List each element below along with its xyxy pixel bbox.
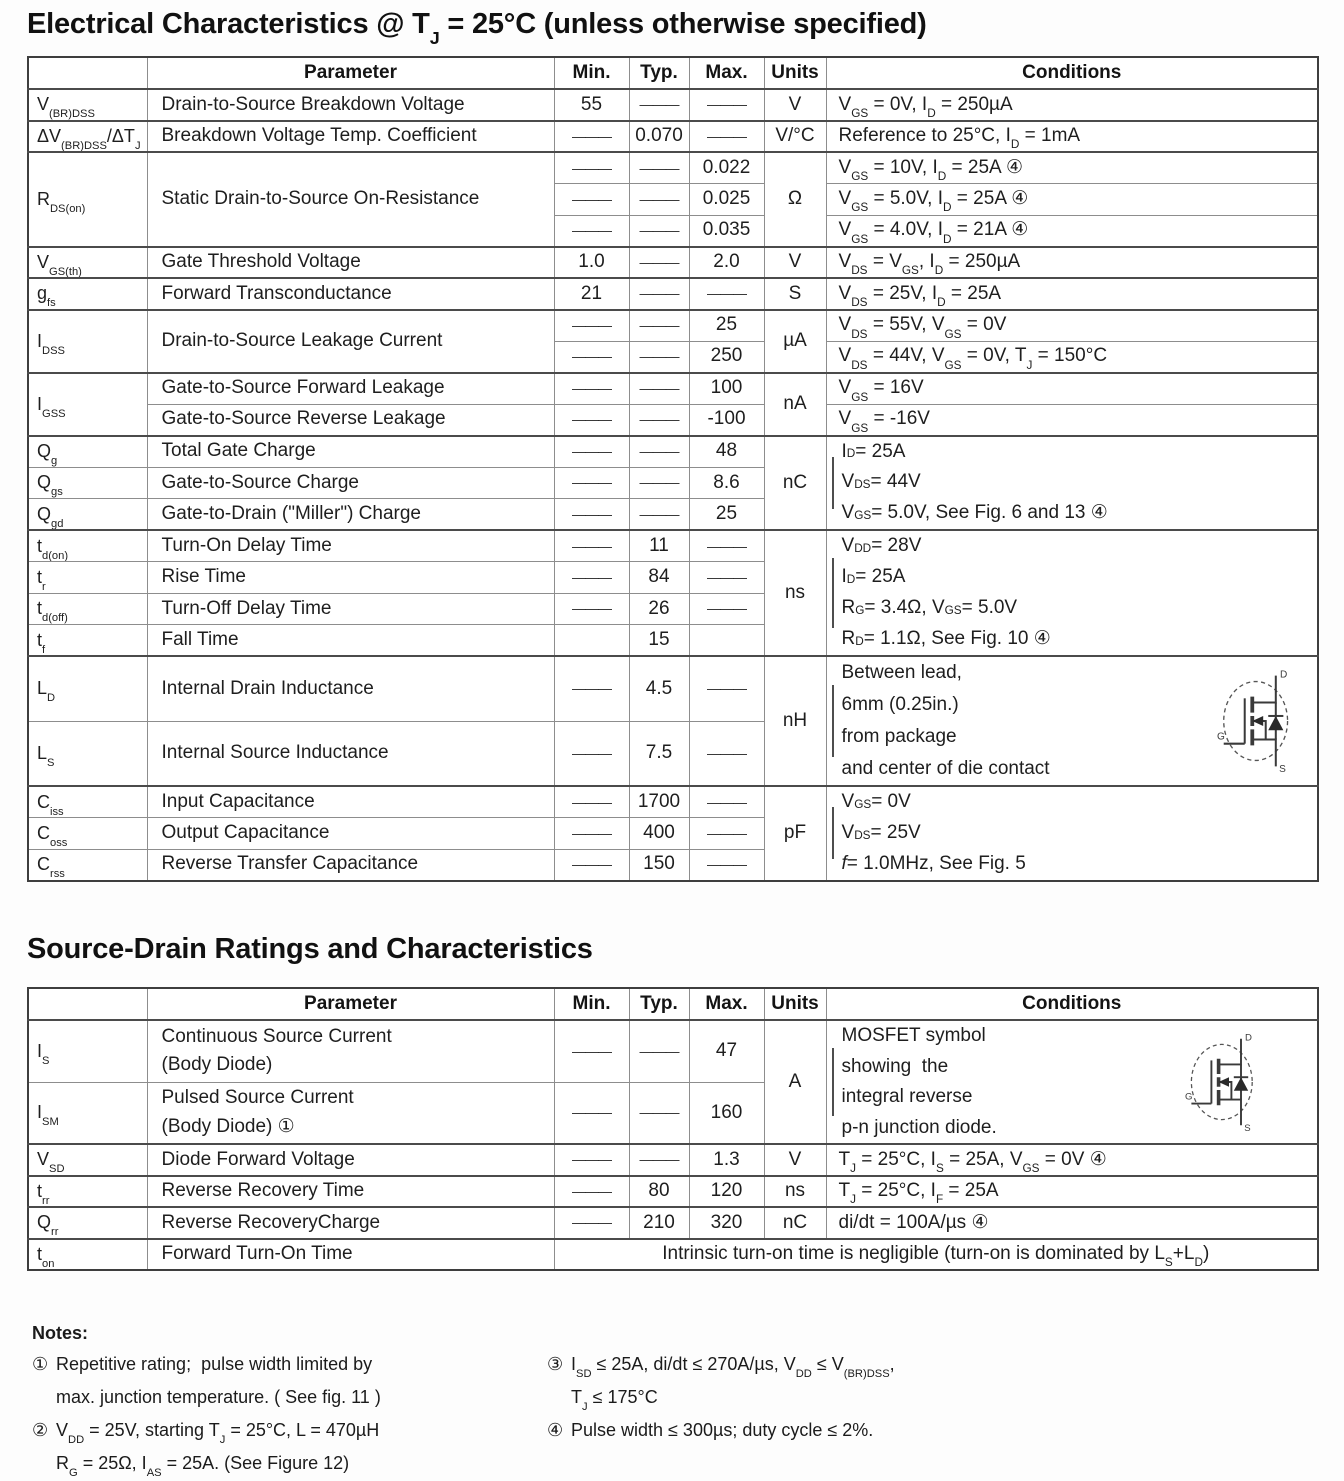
- parameter-cell: Reverse RecoveryCharge: [147, 1207, 554, 1239]
- value-cell: ———: [689, 849, 764, 881]
- value-cell: 47: [689, 1020, 764, 1082]
- parameter-cell: Rise Time: [147, 562, 554, 594]
- condition-line: Between lead,: [841, 661, 962, 683]
- symbol-cell: $L_D$: [28, 656, 147, 721]
- parameter-cell: Drain-to-Source Leakage Current: [147, 310, 554, 373]
- parameter-cell: Internal Drain Inductance: [147, 656, 554, 721]
- value-cell: 7.5: [629, 721, 689, 786]
- svg-text:G: G: [1217, 731, 1225, 743]
- col-header-typ: Typ.: [629, 57, 689, 89]
- note-item: [32, 1414, 547, 1480]
- svg-text:G: G: [1185, 1091, 1193, 1103]
- value-cell: ———: [554, 786, 629, 818]
- value-cell: 0.025: [689, 184, 764, 216]
- table-row: [28, 786, 1318, 818]
- symbol-cell: $t_f$: [28, 625, 147, 657]
- col-header-parameter: Parameter: [147, 988, 554, 1020]
- table-row: [28, 656, 1318, 721]
- condition-line: 6mm (0.25in.): [841, 693, 959, 715]
- conditions-cell: $V_{DS} = V_{GS}$, $I_D = 250\mu A$: [826, 247, 1318, 279]
- value-cell: 0.035: [689, 215, 764, 247]
- condition-line: V $_{DS}$ = 44V: [841, 471, 921, 493]
- value-cell: ———: [554, 721, 629, 786]
- table-row: [28, 89, 1318, 121]
- parameter-cell: Total Gate Charge: [147, 436, 554, 468]
- section-title-source-drain: Source-Drain Ratings and Characteristics: [27, 933, 593, 965]
- conditions-cell: Reference to 25°C, $I_D = 1mA$: [826, 121, 1318, 153]
- units-cell: nC: [764, 1207, 826, 1239]
- value-cell: ———: [629, 1144, 689, 1176]
- value-cell: ———: [629, 373, 689, 405]
- value-cell: 21: [554, 278, 629, 310]
- note-text: $I_{SD} \le 25A$, di/dt ≤ 270A/µs, $V_{DD} \le V_{(BR)DSS}$, $T_J \le 175^\circ C$: [571, 1354, 895, 1414]
- condition-line: I $_D$ = 25A: [841, 566, 906, 588]
- condition-line: p-n junction diode.: [841, 1116, 997, 1138]
- value-cell: 320: [689, 1207, 764, 1239]
- col-header-min: Min.: [554, 57, 629, 89]
- condition-line: f = 1.0MHz, See Fig. 5: [841, 852, 1026, 874]
- value-cell: ———: [629, 404, 689, 436]
- value-cell: ———: [689, 786, 764, 818]
- conditions-cell: $V_{GS} = 0V$, $I_D = 250\mu A$: [826, 89, 1318, 121]
- value-cell: ———: [554, 404, 629, 436]
- value-cell: ———: [554, 818, 629, 850]
- parameter-cell: Static Drain-to-Source On-Resistance: [147, 152, 554, 247]
- notes-section: [32, 1318, 1322, 1480]
- table-row: [28, 1144, 1318, 1176]
- conditions-cell: $V_{GS} = 16V$: [826, 373, 1318, 405]
- note-text: Pulse width ≤ 300µs; duty cycle ≤ 2%.: [571, 1420, 874, 1440]
- symbol-cell: $Q_g$: [28, 436, 147, 468]
- value-cell: 160: [689, 1082, 764, 1144]
- col-header-min: Min.: [554, 988, 629, 1020]
- value-cell: 0.022: [689, 152, 764, 184]
- conditions-cell: [826, 530, 1318, 656]
- value-cell: ———: [554, 1020, 629, 1082]
- col-header-units: Units: [764, 57, 826, 89]
- col-header-conditions: Conditions: [826, 57, 1318, 89]
- table-row: [28, 1239, 1318, 1271]
- value-cell: 11: [629, 530, 689, 562]
- symbol-cell: $R_{DS(on)}$: [28, 152, 147, 247]
- units-cell: ns: [764, 530, 826, 656]
- symbol-cell: $L_S$: [28, 721, 147, 786]
- value-cell: ———: [629, 215, 689, 247]
- value-cell: 55: [554, 89, 629, 121]
- value-cell: ———: [629, 1020, 689, 1082]
- value-cell: 1.0: [554, 247, 629, 279]
- conditions-group: [827, 437, 1318, 530]
- parameter-cell: Continuous Source Current (Body Diode): [147, 1020, 554, 1082]
- value-cell: ———: [554, 152, 629, 184]
- table-row: [28, 404, 1318, 436]
- value-cell: ———: [554, 1207, 629, 1239]
- condition-line: from package: [841, 725, 957, 747]
- conditions-cell: $V_{GS} = -16V$: [826, 404, 1318, 436]
- conditions-cell: $V_{GS} = 5.0V$, $I_D = 25A$ ④: [826, 184, 1318, 216]
- value-cell: 25: [689, 499, 764, 531]
- value-cell: ———: [629, 247, 689, 279]
- parameter-cell: Gate Threshold Voltage: [147, 247, 554, 279]
- notes-heading: Notes:: [32, 1323, 89, 1343]
- parameter-cell: Breakdown Voltage Temp. Coefficient: [147, 121, 554, 153]
- value-cell: ———: [629, 278, 689, 310]
- symbol-cell: $t_{d(off)}$: [28, 593, 147, 625]
- note-text: Repetitive rating; pulse width limited by max. junction temperature. ( See fig. 11 ): [56, 1354, 381, 1407]
- value-cell: ———: [689, 278, 764, 310]
- mosfet-symbol-icon: [1217, 662, 1301, 780]
- units-cell: V: [764, 89, 826, 121]
- parameter-cell: Output Capacitance: [147, 818, 554, 850]
- units-cell: V/°C: [764, 121, 826, 153]
- table-row: [28, 1176, 1318, 1208]
- value-cell: 26: [629, 593, 689, 625]
- symbol-cell: $C_{rss}$: [28, 849, 147, 881]
- value-cell: ———: [554, 467, 629, 499]
- units-cell: nH: [764, 656, 826, 786]
- value-cell: ———: [554, 436, 629, 468]
- table-row: [28, 121, 1318, 153]
- conditions-cell: [826, 786, 1318, 881]
- value-cell: 400: [629, 818, 689, 850]
- col-header-units: Units: [764, 988, 826, 1020]
- parameter-cell: Internal Source Inductance: [147, 721, 554, 786]
- value-cell: ———: [629, 89, 689, 121]
- value-cell: 210: [629, 1207, 689, 1239]
- mosfet-symbol-icon: [1185, 1026, 1265, 1138]
- symbol-cell: $I_{DSS}$: [28, 310, 147, 373]
- value-cell: 25: [689, 310, 764, 342]
- parameter-cell: Pulsed Source Current (Body Diode) ①: [147, 1082, 554, 1144]
- value-cell: [689, 625, 764, 657]
- parameter-cell: Diode Forward Voltage: [147, 1144, 554, 1176]
- condition-line: R $_D$ = 1.1Ω, See Fig. 10 ④: [841, 628, 1051, 650]
- parameter-cell: Gate-to-Source Reverse Leakage: [147, 404, 554, 436]
- condition-line: V $_{GS}$ = 0V: [841, 791, 911, 813]
- value-cell: ———: [554, 310, 629, 342]
- note-number: ①: [32, 1354, 49, 1374]
- table-row: [28, 310, 1318, 342]
- value-cell: ———: [554, 341, 629, 373]
- value-cell: ———: [554, 499, 629, 531]
- value-cell: 250: [689, 341, 764, 373]
- units-cell: nC: [764, 436, 826, 531]
- symbol-cell: $Q_{rr}$: [28, 1207, 147, 1239]
- symbol-cell: $I_{GSS}$: [28, 373, 147, 436]
- conditions-cell: $V_{GS} = 10V$, $I_D = 25A$ ④: [826, 152, 1318, 184]
- table-row: [28, 247, 1318, 279]
- value-cell: ———: [689, 593, 764, 625]
- symbol-cell: $t_r$: [28, 562, 147, 594]
- condition-line: MOSFET symbol: [841, 1025, 986, 1046]
- symbol-cell: $I_S$: [28, 1020, 147, 1082]
- condition-line: I $_D$ = 25A: [841, 440, 906, 462]
- table-row: [28, 1020, 1318, 1082]
- value-cell: ———: [629, 436, 689, 468]
- value-cell: ———: [554, 849, 629, 881]
- conditions-cell: [826, 1020, 1318, 1144]
- value-cell: ———: [554, 562, 629, 594]
- symbol-cell: $I_{SM}$: [28, 1082, 147, 1144]
- col-header-max: Max.: [689, 57, 764, 89]
- section-title-electrical-characteristics: Electrical Characteristics @ $T_J = 25^\circ C$ (unless otherwise specified): [27, 8, 927, 48]
- value-cell: ———: [554, 373, 629, 405]
- conditions-cell: $V_{DS} = 25V$, $I_D = 25A$: [826, 278, 1318, 310]
- symbol-cell: $V_{(BR)DSS}$: [28, 89, 147, 121]
- conditions-group: [827, 531, 1318, 655]
- col-header-typ: Typ.: [629, 988, 689, 1020]
- svg-text:D: D: [1280, 669, 1288, 681]
- units-cell: nA: [764, 373, 826, 436]
- table-header-row: [28, 57, 1318, 89]
- units-cell: V: [764, 1144, 826, 1176]
- value-cell: 15: [629, 625, 689, 657]
- units-cell: V: [764, 247, 826, 279]
- parameter-cell: Reverse Recovery Time: [147, 1176, 554, 1208]
- conditions-cell: $V_{DS} = 44V$, $V_{GS} = 0V$, $T_J = 150^\circ C$: [826, 341, 1318, 373]
- notes-columns: [32, 1348, 1322, 1480]
- note-item: [547, 1348, 1322, 1414]
- value-cell: ———: [554, 1082, 629, 1144]
- table-row: [28, 530, 1318, 562]
- value-cell: ———: [629, 467, 689, 499]
- value-cell: ———: [629, 341, 689, 373]
- units-cell: ns: [764, 1176, 826, 1208]
- conditions-cell: di/dt = 100A/µs ④: [826, 1207, 1318, 1239]
- value-cell: ———: [629, 310, 689, 342]
- col-header-symbol: [28, 57, 147, 89]
- value-cell: ———: [554, 1144, 629, 1176]
- condition-line: showing the: [841, 1055, 949, 1077]
- value-cell: 48: [689, 436, 764, 468]
- value-cell: ———: [629, 184, 689, 216]
- value-cell: ———: [689, 121, 764, 153]
- condition-line: and center of die contact: [841, 757, 1050, 779]
- table-row: [28, 373, 1318, 405]
- value-cell: 1.3: [689, 1144, 764, 1176]
- parameter-cell: Drain-to-Source Breakdown Voltage: [147, 89, 554, 121]
- parameter-cell: Fall Time: [147, 625, 554, 657]
- symbol-cell: $V_{GS(th)}$: [28, 247, 147, 279]
- condition-line: R $_G$ = 3.4Ω, V $_{GS}$ = 5.0V: [841, 597, 1018, 619]
- value-cell: ———: [554, 184, 629, 216]
- conditions-cell: $V_{GS} = 4.0V$, $I_D = 21A$ ④: [826, 215, 1318, 247]
- note-text: $V_{DD} = 25V$, starting $T_J = 25^\circ C$, L = 470µH $R_G = 25\Omega$, $I_{AS} = 25A$. (See Figure 12): [56, 1420, 380, 1480]
- note-number: ④: [547, 1420, 564, 1440]
- symbol-cell: $g_{fs}$: [28, 278, 147, 310]
- conditions-group: [827, 787, 1318, 880]
- symbol-cell: $C_{iss}$: [28, 786, 147, 818]
- notes-left-column: [32, 1348, 547, 1480]
- table-row: [28, 1207, 1318, 1239]
- col-header-conditions: Conditions: [826, 988, 1318, 1020]
- table-header-row: [28, 988, 1318, 1020]
- col-header-symbol: [28, 988, 147, 1020]
- value-cell: 0.070: [629, 121, 689, 153]
- value-cell: ———: [554, 1176, 629, 1208]
- value-cell: ———: [554, 656, 629, 721]
- value-cell: ———: [554, 215, 629, 247]
- symbol-cell: $\Delta V_{(BR)DSS}/\Delta T_J$: [28, 121, 147, 153]
- condition-line: V $_{DD}$ = 28V: [841, 535, 922, 557]
- value-cell: 100: [689, 373, 764, 405]
- conditions-cell: $T_J = 25^\circ C$, $I_F = 25A$: [826, 1176, 1318, 1208]
- value-cell: ———: [554, 121, 629, 153]
- symbol-cell: $t_{rr}$: [28, 1176, 147, 1208]
- symbol-cell: $Q_{gs}$: [28, 467, 147, 499]
- parameter-cell: Gate-to-Source Charge: [147, 467, 554, 499]
- notes-right-column: [547, 1348, 1322, 1447]
- value-cell: [554, 625, 629, 657]
- parameter-cell: Input Capacitance: [147, 786, 554, 818]
- note-number: ②: [32, 1420, 49, 1440]
- source-drain-table: [27, 987, 1319, 1271]
- note-item: [547, 1414, 1322, 1447]
- conditions-cell: Intrinsic turn-on time is negligible (turn-on is dominated by $L_S+L_D$): [554, 1239, 1318, 1271]
- value-cell: ———: [629, 152, 689, 184]
- electrical-characteristics-table: [27, 56, 1319, 882]
- units-cell: pF: [764, 786, 826, 881]
- units-cell: Ω: [764, 152, 826, 247]
- symbol-cell: $Q_{gd}$: [28, 499, 147, 531]
- parameter-cell: Turn-On Delay Time: [147, 530, 554, 562]
- condition-line: integral reverse: [841, 1086, 973, 1107]
- value-cell: 150: [629, 849, 689, 881]
- symbol-cell: $V_{SD}$: [28, 1144, 147, 1176]
- conditions-cell: [826, 436, 1318, 531]
- value-cell: 120: [689, 1176, 764, 1208]
- parameter-cell: Forward Turn-On Time: [147, 1239, 554, 1271]
- parameter-cell: Reverse Transfer Capacitance: [147, 849, 554, 881]
- table-row: [28, 278, 1318, 310]
- note-number: ③: [547, 1354, 564, 1374]
- value-cell: ———: [554, 593, 629, 625]
- value-cell: 2.0: [689, 247, 764, 279]
- value-cell: 80: [629, 1176, 689, 1208]
- value-cell: ———: [629, 1082, 689, 1144]
- svg-text:S: S: [1244, 1122, 1251, 1134]
- symbol-cell: $t_{on}$: [28, 1239, 147, 1271]
- value-cell: 8.6: [689, 467, 764, 499]
- table-row: [28, 436, 1318, 468]
- conditions-cell: $T_J = 25^\circ C$, $I_S = 25A$, $V_{GS} = 0V$ ④: [826, 1144, 1318, 1176]
- value-cell: ———: [629, 499, 689, 531]
- symbol-cell: $C_{oss}$: [28, 818, 147, 850]
- parameter-cell: Gate-to-Drain ("Miller") Charge: [147, 499, 554, 531]
- value-cell: 1700: [629, 786, 689, 818]
- value-cell: ———: [554, 530, 629, 562]
- svg-text:S: S: [1279, 764, 1286, 776]
- condition-line: V $_{GS}$ = 5.0V, See Fig. 6 and 13 ④: [841, 502, 1108, 524]
- parameter-cell: Forward Transconductance: [147, 278, 554, 310]
- col-header-max: Max.: [689, 988, 764, 1020]
- symbol-cell: $t_{d(on)}$: [28, 530, 147, 562]
- units-cell: S: [764, 278, 826, 310]
- note-item: [32, 1348, 547, 1414]
- value-cell: 4.5: [629, 656, 689, 721]
- units-cell: µA: [764, 310, 826, 373]
- value-cell: ———: [689, 656, 764, 721]
- units-cell: A: [764, 1020, 826, 1144]
- value-cell: -100: [689, 404, 764, 436]
- value-cell: ———: [689, 89, 764, 121]
- conditions-cell: [826, 656, 1318, 786]
- table-row: [28, 152, 1318, 184]
- value-cell: ———: [689, 562, 764, 594]
- value-cell: ———: [689, 530, 764, 562]
- svg-text:D: D: [1245, 1032, 1252, 1044]
- conditions-cell: $V_{DS} = 55V$, $V_{GS} = 0V$: [826, 310, 1318, 342]
- value-cell: 84: [629, 562, 689, 594]
- value-cell: ———: [689, 721, 764, 786]
- parameter-cell: Turn-Off Delay Time: [147, 593, 554, 625]
- parameter-cell: Gate-to-Source Forward Leakage: [147, 373, 554, 405]
- value-cell: ———: [689, 818, 764, 850]
- condition-line: V $_{DS}$ = 25V: [841, 821, 921, 843]
- col-header-parameter: Parameter: [147, 57, 554, 89]
